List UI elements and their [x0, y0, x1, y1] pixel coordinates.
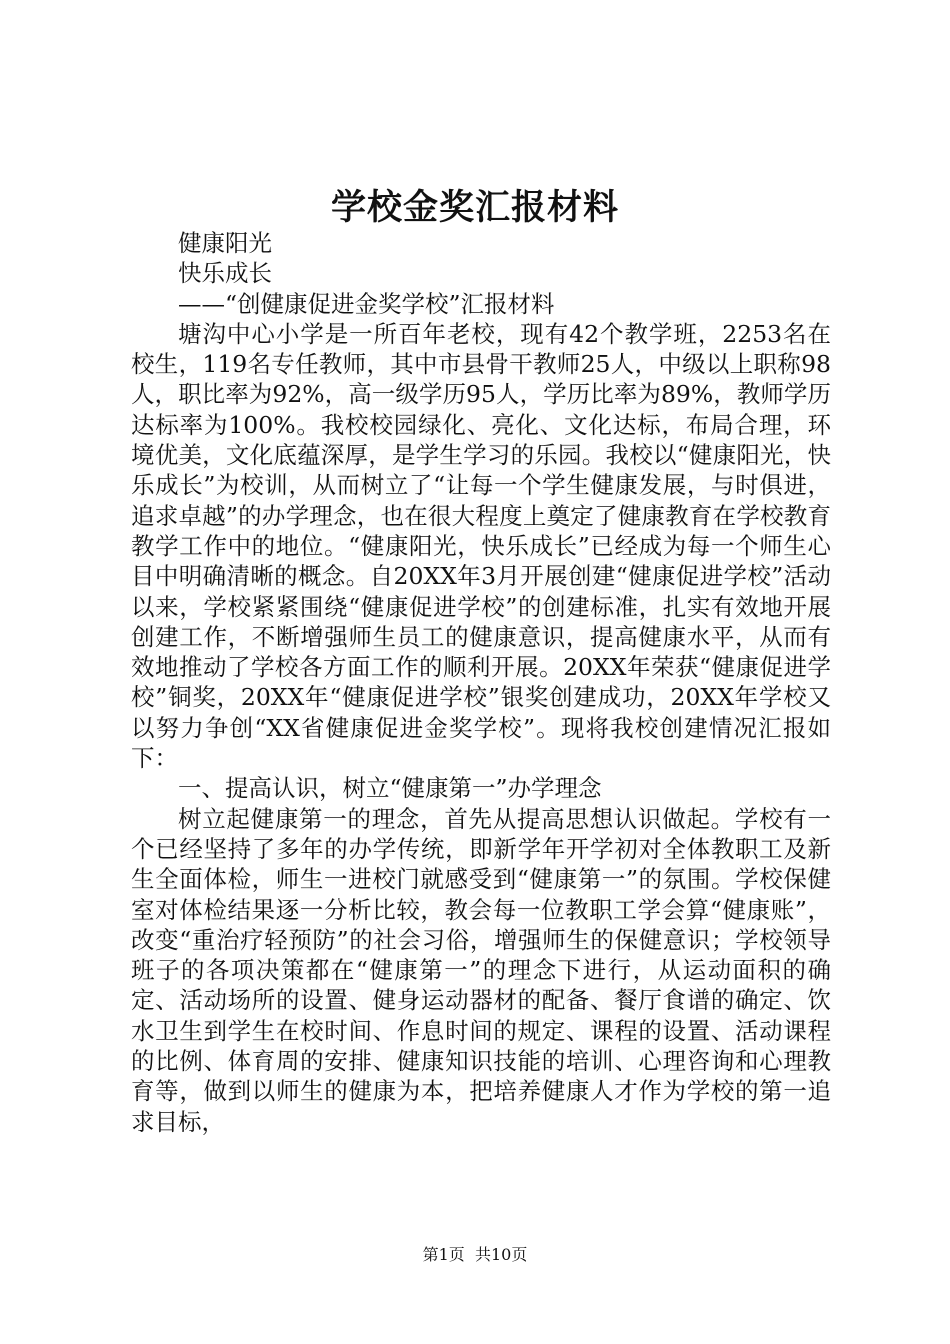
- motto-line-2: 快乐成长: [178, 259, 272, 288]
- page-total: 共10页: [474, 1245, 528, 1264]
- document-subtitle: ——“创健康促进金奖学校”汇报材料: [178, 289, 555, 318]
- document-title: 学校金奖汇报材料: [330, 187, 619, 228]
- page-number: 第1页: [422, 1245, 465, 1264]
- document-body: [131, 228, 831, 1137]
- motto-line-1: 健康阳光: [178, 229, 272, 257]
- body-paragraph: 塘沟中心小学是一所百年老校，现有42个教学班，2253名在校生，119名专任教师，其中市县骨干教师25人，中级以上职称98人，职比率为92%，高一级学历95人，学历比率为89%，教师学历达标率为100%。我校校园绿化、亮化、文化达标，布局合理，环境优美，文化底蕴深厚，是学生学习的乐园。我校以“健康阳光，快乐成长”为校训，从而树立了“让每一个学生健康发展，与时俱进，追求卓越”的办学理念，也在很大程度上奠定了健康教育在学校教育教学工作中的地位。“健康阳光，快乐成长”已经成为每一个师生心目中明确清晰的概念。自20XX年3月开展创建“健康促进学校”活动以来，学校紧紧围绕“健康促进学校”的创建标准，扎实有效地开展创建工作，不断增强师生员工的健康意识，提高健康水平，从而有效地推动了学校各方面工作的顺利开展。20XX年荣获“健康促进学校”铜奖，20XX年“健康促进学校”银奖创建成功，20XX年学校又以努力争创“XX省健康促进金奖学校”。现将我校创建情况汇报如下：: [131, 319, 831, 773]
- body-paragraph: 树立起健康第一的理念，首先从提高思想认识做起。学校有一个已经坚持了多年的办学传统，即新学年开学初对全体教职工及新生全面体检，师生一进校门就感受到“健康第一”的氛围。学校保健室对体检结果逐一分析比较，教会每一位教职工学会算“健康账”，改变“重治疗轻预防”的社会习俗，增强师生的保健意识；学校领导班子的各项决策都在“健康第一”的理念下进行，从运动面积的确定、活动场所的设置、健身运动器材的配备、餐厅食谱的确定、饮水卫生到学生在校时间、作息时间的规定、课程的设置、活动课程的比例、体育周的安排、健康知识技能的培训、心理咨询和心理教育等，做到以师生的健康为本，把培养健康人才作为学校的第一追求目标，: [131, 804, 831, 1136]
- section-heading: 一、提高认识，树立“健康第一”办学理念: [178, 774, 602, 803]
- page-footer: [0, 1244, 950, 1266]
